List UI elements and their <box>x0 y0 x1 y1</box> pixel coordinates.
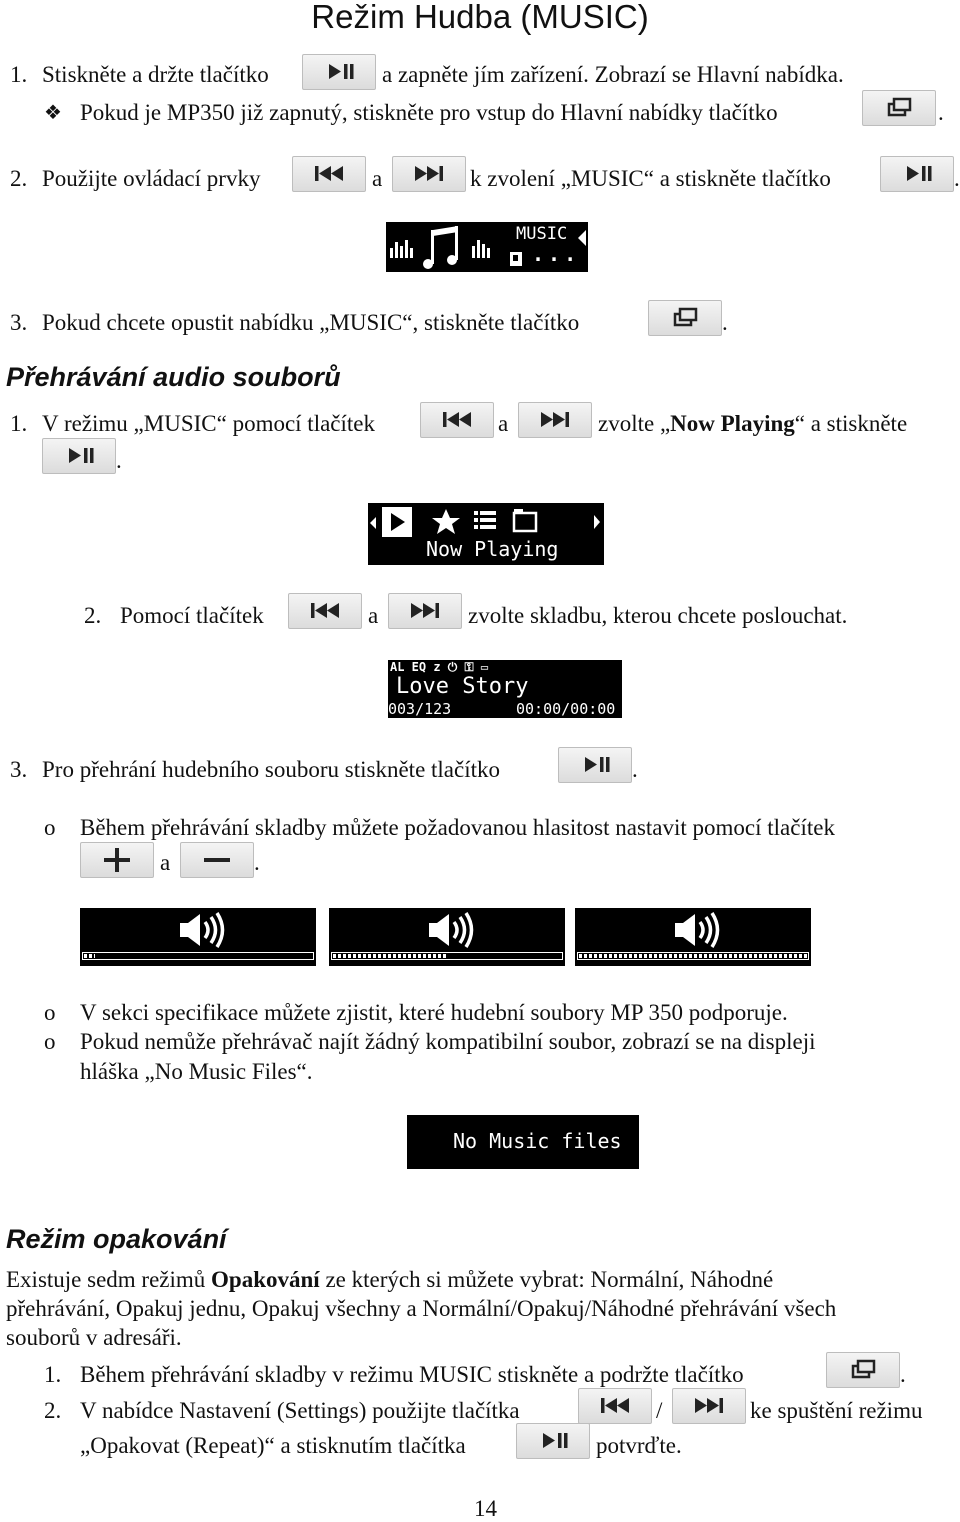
step-2-text-b: a <box>372 166 383 191</box>
prev-icon <box>293 157 365 191</box>
playback-step-2-text-a: Pomocí tlačítek <box>120 603 264 628</box>
playback-step-3-text: Pro přehrání hudebního souboru stiskněte tlačítko <box>42 757 501 782</box>
repeat-step-2-line-2-b: potvrďte. <box>596 1433 682 1458</box>
repeat-step-2-text-a: V nabídce Nastavení (Settings) použijte tlačítka <box>80 1398 520 1423</box>
music-screen-label: MUSIC <box>516 224 568 244</box>
no-music-files-label: No Music files <box>453 1129 622 1153</box>
section-heading-repeat: Režim opakování <box>6 1224 227 1254</box>
step-2-text-c: k zvolení „MUSIC“ a stiskněte tlačítko <box>470 166 831 191</box>
play-pause-icon <box>881 157 953 191</box>
play-pause-icon <box>303 55 375 89</box>
volume-level-bar <box>84 954 95 958</box>
page-number: 14 <box>474 1496 497 1521</box>
repeat-paragraph-line-2: přehrávání, Opakuj jednu, Opakuj všechny a Normální/Opakuj/Náhodné přehrávání všech <box>6 1296 837 1321</box>
music-menu-screen <box>386 222 588 272</box>
play-pause-button <box>302 54 376 90</box>
playback-step-1-text-c: zvolte „Now Playing“ a stiskněte <box>598 411 908 436</box>
playback-step-3-number: 3. <box>10 757 28 782</box>
menu-button <box>826 1352 900 1388</box>
repeat-step-2-number: 2. <box>44 1398 62 1423</box>
playback-step-1-text-a: V režimu „MUSIC“ pomocí tlačítek <box>42 411 375 436</box>
prev-button <box>292 156 366 192</box>
next-button <box>388 593 462 629</box>
menu-icon <box>827 1353 899 1387</box>
repeat-step-1-end: . <box>900 1362 906 1387</box>
volume-note-end: . <box>254 850 260 875</box>
step-2-text-a: Použijte ovládací prvky <box>42 166 261 191</box>
volume-screen-mid <box>329 908 565 966</box>
bullet-o: o <box>44 1000 56 1025</box>
playback-step-1-text-b: a <box>498 411 509 436</box>
play-pause-icon <box>43 439 115 473</box>
track-screen <box>388 660 622 718</box>
prev-button <box>420 402 494 438</box>
section-heading-playback: Přehrávání audio souborů <box>6 362 341 392</box>
plus-icon <box>81 843 153 877</box>
volume-level-bar <box>333 954 447 958</box>
play-pause-button <box>516 1423 590 1459</box>
repeat-step-2-slash: / <box>656 1398 663 1423</box>
next-icon <box>673 1389 745 1423</box>
step-1-number: 1. <box>10 62 28 87</box>
repeat-step-1-text: Během přehrávání skladby v režimu MUSIC stiskněte a podržte tlačítko <box>80 1362 744 1387</box>
next-icon <box>393 157 465 191</box>
note-bullet: ❖ <box>44 102 62 124</box>
step-3-end: . <box>722 310 728 335</box>
prev-button <box>288 593 362 629</box>
next-button <box>518 402 592 438</box>
next-button <box>392 156 466 192</box>
track-screen-status-icons: AL EQ z ⏻ ⚿ ▭ <box>390 660 489 674</box>
play-pause-button <box>558 747 632 783</box>
menu-button <box>648 300 722 336</box>
repeat-paragraph-line-1: Existuje sedm režimů Opakování ze kterých si můžete vybrat: Normální, Náhodné <box>6 1267 774 1292</box>
volume-note-and: a <box>160 850 171 875</box>
no-music-files-screen <box>407 1115 639 1169</box>
play-pause-button <box>42 438 116 474</box>
step-3-text: Pokud chcete opustit nabídku „MUSIC“, stiskněte tlačítko <box>42 310 580 335</box>
volume-down-button <box>180 842 254 878</box>
track-title: Love Story <box>396 674 529 699</box>
speaker-icon <box>423 910 483 950</box>
repeat-step-2-text-b: ke spuštění režimu <box>750 1398 923 1423</box>
volume-note-text: Během přehrávání skladby můžete požadovanou hlasitost nastavit pomocí tlačítek <box>80 815 835 840</box>
music-screen-dots: ... <box>532 242 581 266</box>
play-pause-button <box>880 156 954 192</box>
playback-step-1-number: 1. <box>10 411 28 436</box>
next-button <box>672 1388 746 1424</box>
bullet-o: o <box>44 815 56 840</box>
playback-step-2-number: 2. <box>84 603 102 628</box>
speaker-icon <box>174 910 234 950</box>
playback-step-2-text-c: zvolte skladbu, kterou chcete poslouchat. <box>468 603 848 628</box>
note-end: . <box>938 100 944 125</box>
track-counter: 003/123 <box>388 700 452 718</box>
speaker-icon <box>669 910 729 950</box>
prev-icon <box>289 594 361 628</box>
minus-icon <box>181 843 253 877</box>
repeat-step-1-number: 1. <box>44 1362 62 1387</box>
note-text: Pokud je MP350 již zapnutý, stiskněte pro vstup do Hlavní nabídky tlačítko <box>80 100 778 125</box>
repeat-step-2-line-2-a: „Opakovat (Repeat)“ a stisknutím tlačítka <box>80 1433 466 1458</box>
repeat-paragraph-line-3: souborů v adresáři. <box>6 1325 182 1350</box>
no-files-note-line-1: Pokud nemůže přehrávač najít žádný kompatibilní soubor, zobrazí se na displeji <box>80 1029 816 1054</box>
no-files-note-line-2: hláška „No Music Files“. <box>80 1059 313 1084</box>
track-time: 00:00/00:00 <box>516 700 616 718</box>
playback-step-1-end: . <box>116 448 122 473</box>
step-1-text-a: Stiskněte a držte tlačítko <box>42 62 269 87</box>
bullet-o: o <box>44 1029 56 1054</box>
menu-button <box>862 90 936 126</box>
playback-step-2-text-b: a <box>368 603 379 628</box>
formats-note-text: V sekci specifikace můžete zjistit, které hudební soubory MP 350 podporuje. <box>80 1000 788 1025</box>
volume-level-bar <box>579 954 807 958</box>
next-icon <box>519 403 591 437</box>
menu-icon <box>863 91 935 125</box>
step-3-number: 3. <box>10 310 28 335</box>
play-pause-icon <box>517 1424 589 1458</box>
play-pause-icon <box>559 748 631 782</box>
step-2-number: 2. <box>10 166 28 191</box>
step-1-text-b: a zapněte jím zařízení. Zobrazí se Hlavní nabídka. <box>382 62 844 87</box>
prev-button <box>578 1388 652 1424</box>
volume-up-button <box>80 842 154 878</box>
playback-step-3-end: . <box>632 757 638 782</box>
now-playing-screen <box>368 503 604 565</box>
menu-icon <box>649 301 721 335</box>
next-icon <box>389 594 461 628</box>
prev-icon <box>421 403 493 437</box>
volume-screen-low <box>80 908 316 966</box>
step-2-end: . <box>954 166 960 191</box>
volume-screen-high <box>575 908 811 966</box>
page-title: Režim Hudba (MUSIC) <box>311 0 649 35</box>
now-playing-label: Now Playing <box>426 537 559 561</box>
prev-icon <box>579 1389 651 1423</box>
